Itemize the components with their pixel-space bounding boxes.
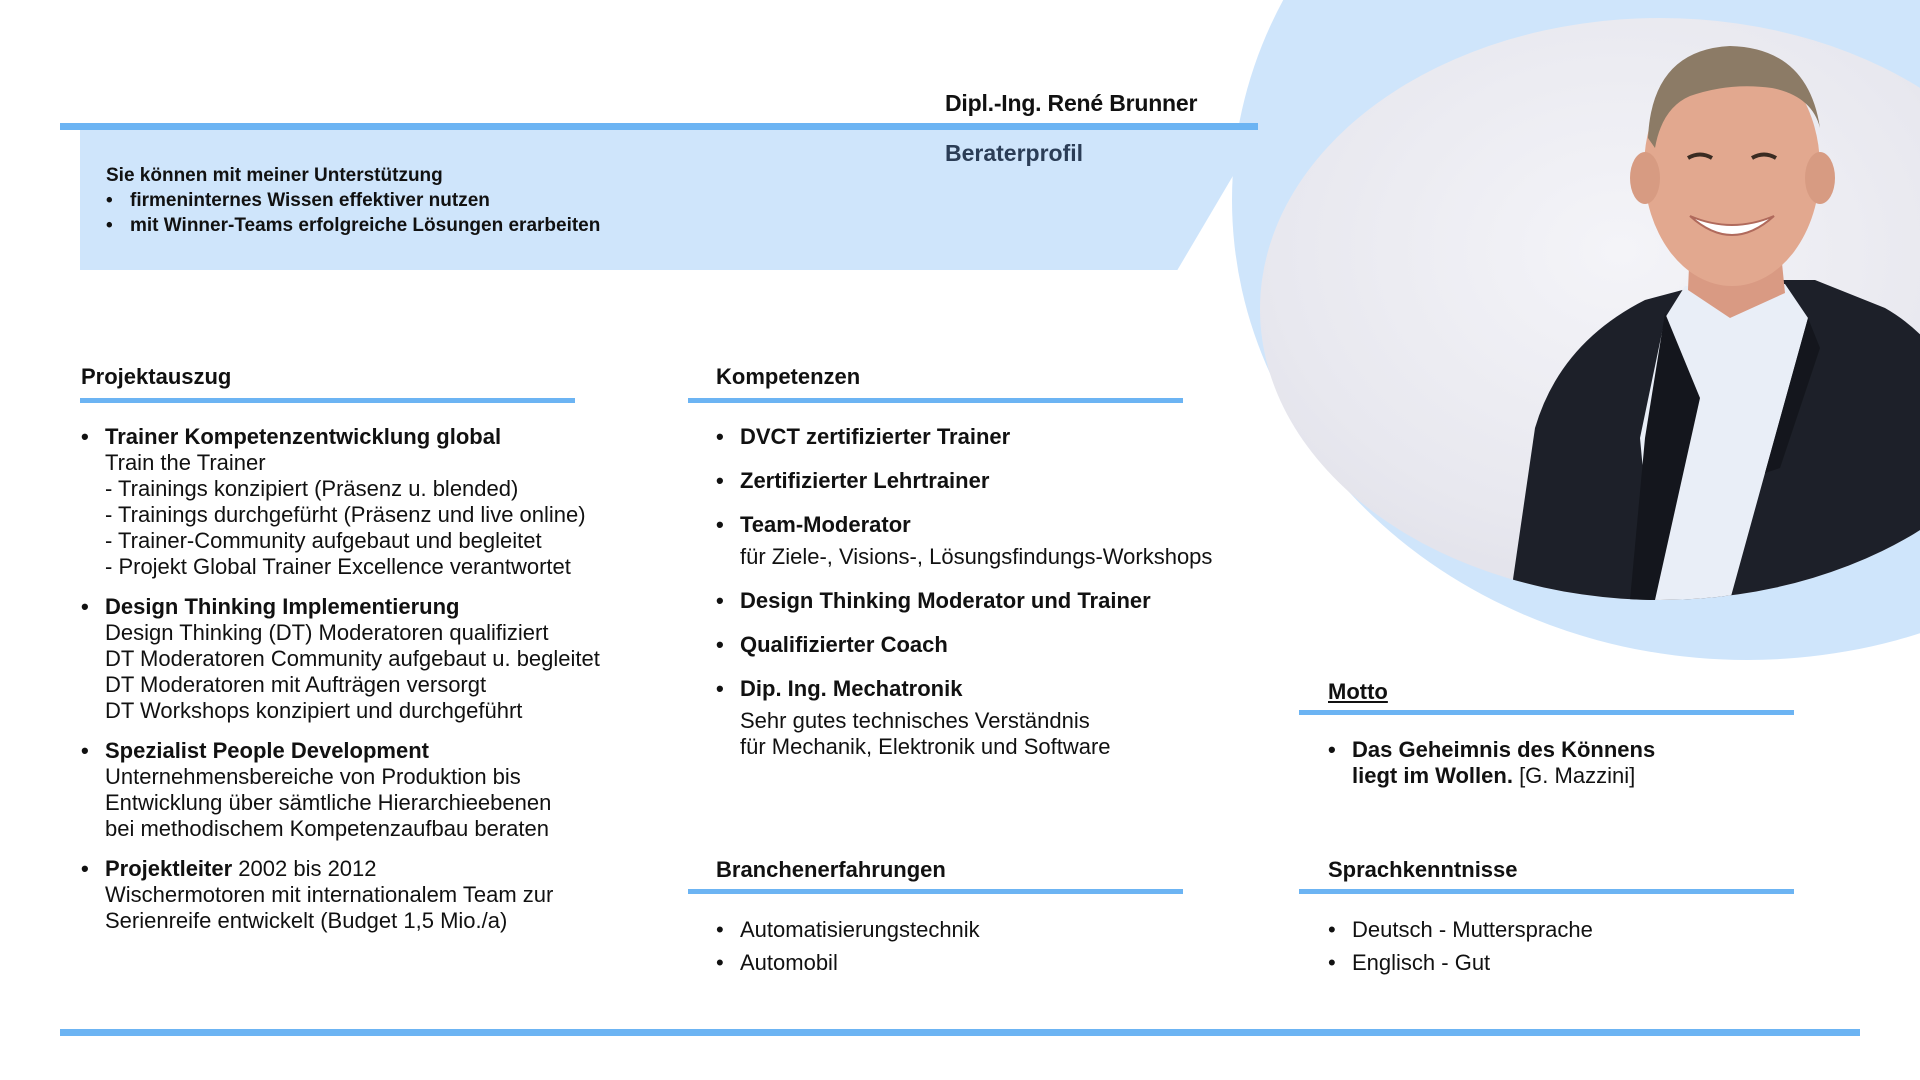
item-line: Train the Trainer [105,450,266,475]
item-line: für Mechanik, Elektronik und Software [740,734,1111,759]
bullet-glyph: • [716,950,724,975]
section-title-kompetenzen: Kompetenzen [716,364,861,389]
list-item [716,588,1276,614]
intro-bullet-text: firmeninternes Wissen effektiver nutzen [130,190,490,211]
bullet-glyph: • [81,424,89,449]
item-line: Design Thinking (DT) Moderatoren qualifiziert [105,620,549,645]
item-heading: Dip. Ing. Mechatronik [740,676,963,701]
list-item [1328,949,1768,977]
profile-subtitle: Beraterprofil [945,140,1084,166]
item-line: - Trainings durchgefürht (Präsenz und live online) [105,502,586,527]
list-item [1328,916,1768,944]
item-heading-bold: Projektleiter [105,856,233,881]
portrait-illustration [1260,18,1920,600]
list-item [81,424,681,580]
item-line: Entwicklung über sämtliche Hierarchieebenen [105,790,552,815]
list-item [716,949,1156,977]
list-item [81,594,681,724]
section-title-branchen: Branchenerfahrungen [716,857,946,882]
intro-lead: Sie können mit meiner Unterstützung [106,165,443,186]
bullet-glyph: • [716,512,724,537]
bullet-glyph: • [81,856,89,881]
bullet-glyph: • [716,676,724,701]
motto-line [1352,763,1788,789]
item-line: Sehr gutes technisches Verständnis [740,708,1090,733]
intro-bullet-text: mit Winner-Teams erfolgreiche Lösungen erarbeiten [130,215,601,236]
section-divider [1299,889,1794,894]
section-divider [1299,710,1794,715]
list-item [716,632,1276,658]
list-item [1328,737,1788,789]
section-divider [80,398,575,403]
section-divider [688,398,1183,403]
item-line: DT Moderatoren Community aufgebaut u. begleitet [105,646,600,671]
portrait-photo [1260,18,1920,600]
section-title-motto: Motto [1328,679,1388,704]
bullet-glyph: • [81,594,89,619]
item-heading: Qualifizierter Coach [740,632,948,657]
footer-divider [60,1029,1860,1036]
item-line: - Projekt Global Trainer Excellence verantwortet [105,554,571,579]
section-divider [688,889,1183,894]
motto-quote-end: liegt im Wollen. [1352,763,1513,788]
item-line: bei methodischem Kompetenzaufbau beraten [105,816,549,841]
item-text: Englisch - Gut [1352,950,1491,975]
item-line: Serienreife entwickelt (Budget 1,5 Mio./a) [105,908,508,933]
bullet-glyph: • [1328,917,1336,942]
item-line: - Trainings konzipiert (Präsenz u. blended) [105,476,519,501]
item-heading: Team-Moderator [740,512,911,537]
item-line: DT Moderatoren mit Aufträgen versorgt [105,672,487,697]
intro-bullet [106,213,600,238]
list-item [81,738,681,842]
bullet-glyph: • [716,588,724,613]
industry-list [716,916,1156,982]
section-title-projekte: Projektauszug [81,364,232,389]
bullet-glyph: • [716,424,724,449]
item-heading: Trainer Kompetenzentwicklung global [105,424,502,449]
project-list [81,424,681,948]
list-item [716,512,1276,570]
list-item [716,916,1156,944]
item-line: für Ziele-, Visions-, Lösungsfindungs-Workshops [740,544,1213,569]
intro-text [106,163,600,238]
item-line: Unternehmensbereiche von Produktion bis [105,764,521,789]
motto-line: Das Geheimnis des Könnens [1352,737,1656,762]
item-text: Automatisierungstechnik [740,917,980,942]
bullet-glyph: • [81,738,89,763]
item-heading-tail: 2002 bis 2012 [232,856,377,881]
language-list [1328,916,1768,982]
item-heading: Design Thinking Implementierung [105,594,460,619]
item-heading [105,856,681,882]
bullet-glyph: • [716,468,724,493]
bullet-glyph: • [1328,950,1336,975]
intro-bullet [106,188,600,213]
item-line: Wischermotoren mit internationalem Team zur [105,882,554,907]
bullet-glyph: • [1328,737,1336,762]
competence-list [716,424,1276,774]
section-title-sprachen: Sprachkenntnisse [1328,857,1518,882]
item-heading: Design Thinking Moderator und Trainer [740,588,1151,613]
list-item [81,856,681,934]
list-item [716,676,1276,760]
motto-list [1328,737,1788,803]
item-heading: Zertifizierter Lehrtrainer [740,468,990,493]
item-heading: Spezialist People Development [105,738,429,763]
list-item [716,468,1276,494]
bullet-glyph: • [716,917,724,942]
bullet-glyph: • [106,215,113,236]
item-heading: DVCT zertifizierter Trainer [740,424,1011,449]
motto-author: [G. Mazzini] [1512,763,1636,788]
header-divider [60,123,1258,130]
list-item [716,424,1276,450]
item-line: DT Workshops konzipiert und durchgeführt [105,698,523,723]
item-text: Deutsch - Muttersprache [1352,917,1593,942]
consultant-name: Dipl.-Ing. René Brunner [945,90,1198,116]
item-text: Automobil [740,950,838,975]
bullet-glyph: • [716,632,724,657]
bullet-glyph: • [106,190,113,211]
item-line: - Trainer-Community aufgebaut und begleitet [105,528,542,553]
